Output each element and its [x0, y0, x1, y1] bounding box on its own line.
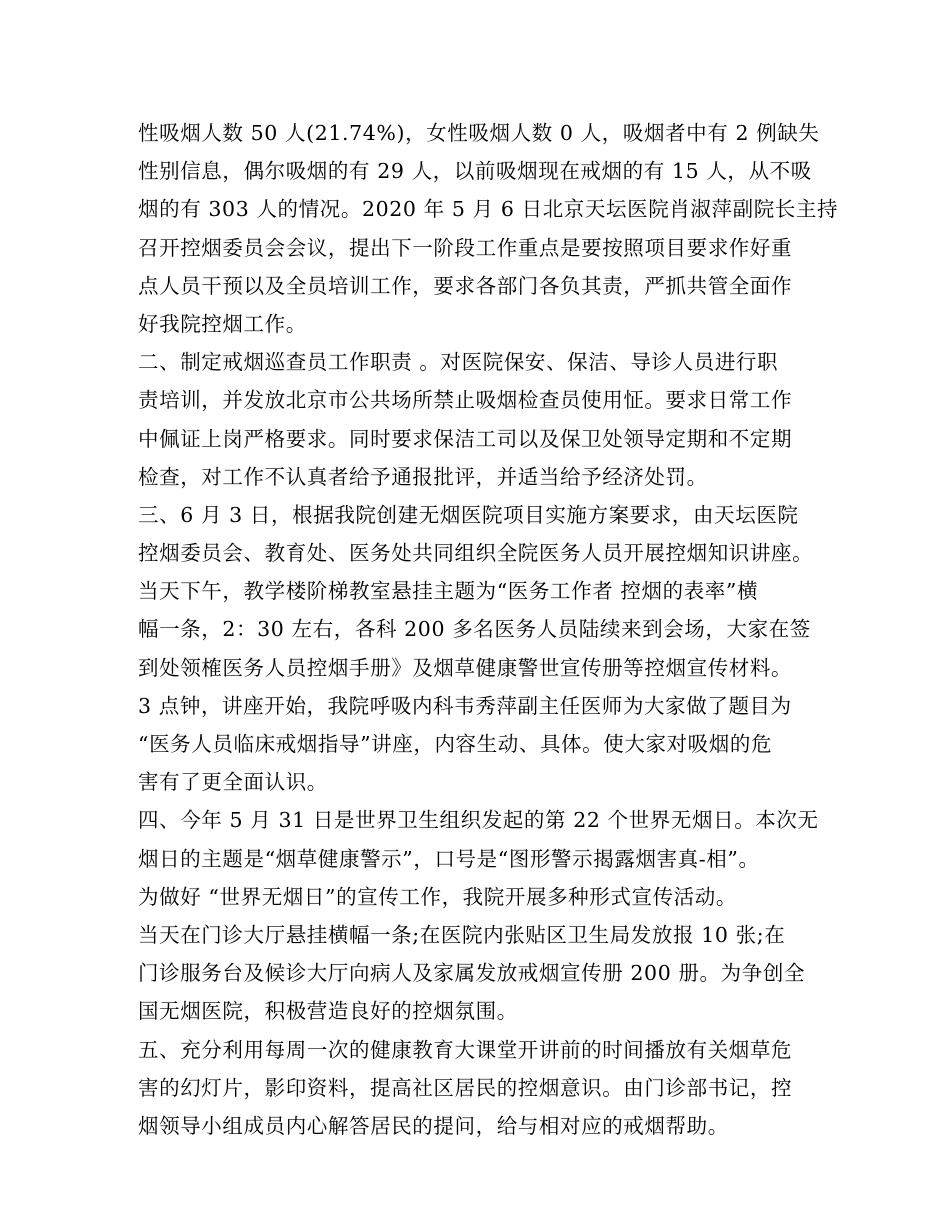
text-line: 责培训，并发放北京市公共场所禁止吸烟检查员使用怔。要求日常工作 [138, 388, 793, 413]
section-two-heading-line: 二、制定戒烟巡查员工作职责 。对医院保安、保洁、导诊人员进行职 [138, 350, 779, 375]
text-line: 性别信息，偶尔吸烟的有 29 人，以前吸烟现在戒烟的有 15 人，从不吸 [138, 159, 812, 184]
text-line: 烟领导小组成员内心解答居民的提问，给与相对应的戒烟帮助。 [138, 1113, 729, 1138]
text-line: 好我院控烟工作。 [138, 311, 307, 336]
text-line: 国无烟医院，积极营造良好的控烟氛围。 [138, 999, 518, 1024]
text-line: 检查，对工作不认真者给予通报批评，并适当给予经济处罚。 [138, 464, 708, 489]
text-line: 点人员干预以及全员培训工作，要求各部门各负其责，严抓共管全面作 [138, 273, 793, 298]
text-line: 召开控烟委员会会议，提出下一阶段工作重点是要按照项目要求作好重 [138, 235, 793, 260]
text-line: 为做好 “世界无烟日”的宣传工作，我院开展多种形式宣传活动。 [138, 884, 737, 909]
text-line: 幅一条，2：30 左右，各科 200 多名医务人员陆续来到会场，大家在签 [138, 617, 811, 642]
section-five-heading-line: 五、充分利用每周一次的健康教育大课堂开讲前的时间播放有关烟草危 [138, 1037, 793, 1062]
text-line: 控烟委员会、教育处、医务处共同组织全院医务人员开展控烟知识讲座。 [138, 541, 814, 566]
text-line: 害有了更全面认识。 [138, 770, 328, 795]
text-line: 烟日的主题是“烟草健康警示”，口号是“图形警示揭露烟害真-相”。 [138, 846, 760, 871]
text-line: “医务人员临床戒烟指导”讲座，内容生动、具体。使大家对吸烟的危 [138, 732, 773, 756]
text-line: 当天在门诊大厅悬挂横幅一条;在医院内张贴区卫生局发放报 10 张;在 [138, 922, 786, 947]
section-three-heading-line: 三、6 月 3 日，根据我院创建无烟医院项目实施方案要求，由天坛医院 [138, 502, 799, 527]
document-body [138, 114, 839, 1145]
text-line: 烟的有 303 人的情况。2020 年 5 月 6 日北京天坛医院肖淑萍副院长主持 [138, 197, 839, 222]
text-line: 中佩证上岗严格要求。同时要求保洁工司以及保卫处领导定期和不定期 [138, 426, 793, 451]
text-line: 害的幻灯片，影印资料，提高社区居民的控烟意识。由门诊部书记，控 [138, 1075, 793, 1100]
section-four-heading-line: 四、今年 5 月 31 日是世界卫生组织发起的第 22 个世界无烟日。本次无 [138, 808, 819, 833]
text-line: 3 点钟，讲座开始，我院呼吸内科韦秀萍副主任医师为大家做了题目为 [138, 693, 792, 718]
text-line: 性吸烟人数 50 人(21.74%)，女性吸烟人数 0 人，吸烟者中有 2 例缺失 [138, 121, 820, 145]
text-line: 门诊服务台及候诊大厅向病人及家属发放戒烟宣传册 200 册。为争创全 [138, 961, 806, 986]
text-line: 当天下午，教学楼阶梯教室悬挂主题为“医务工作者 控烟的表率”横 [138, 579, 759, 604]
text-line: 到处领榷医务人员控烟手册》及烟草健康警世宣传册等控烟宣传材料。 [138, 655, 793, 680]
